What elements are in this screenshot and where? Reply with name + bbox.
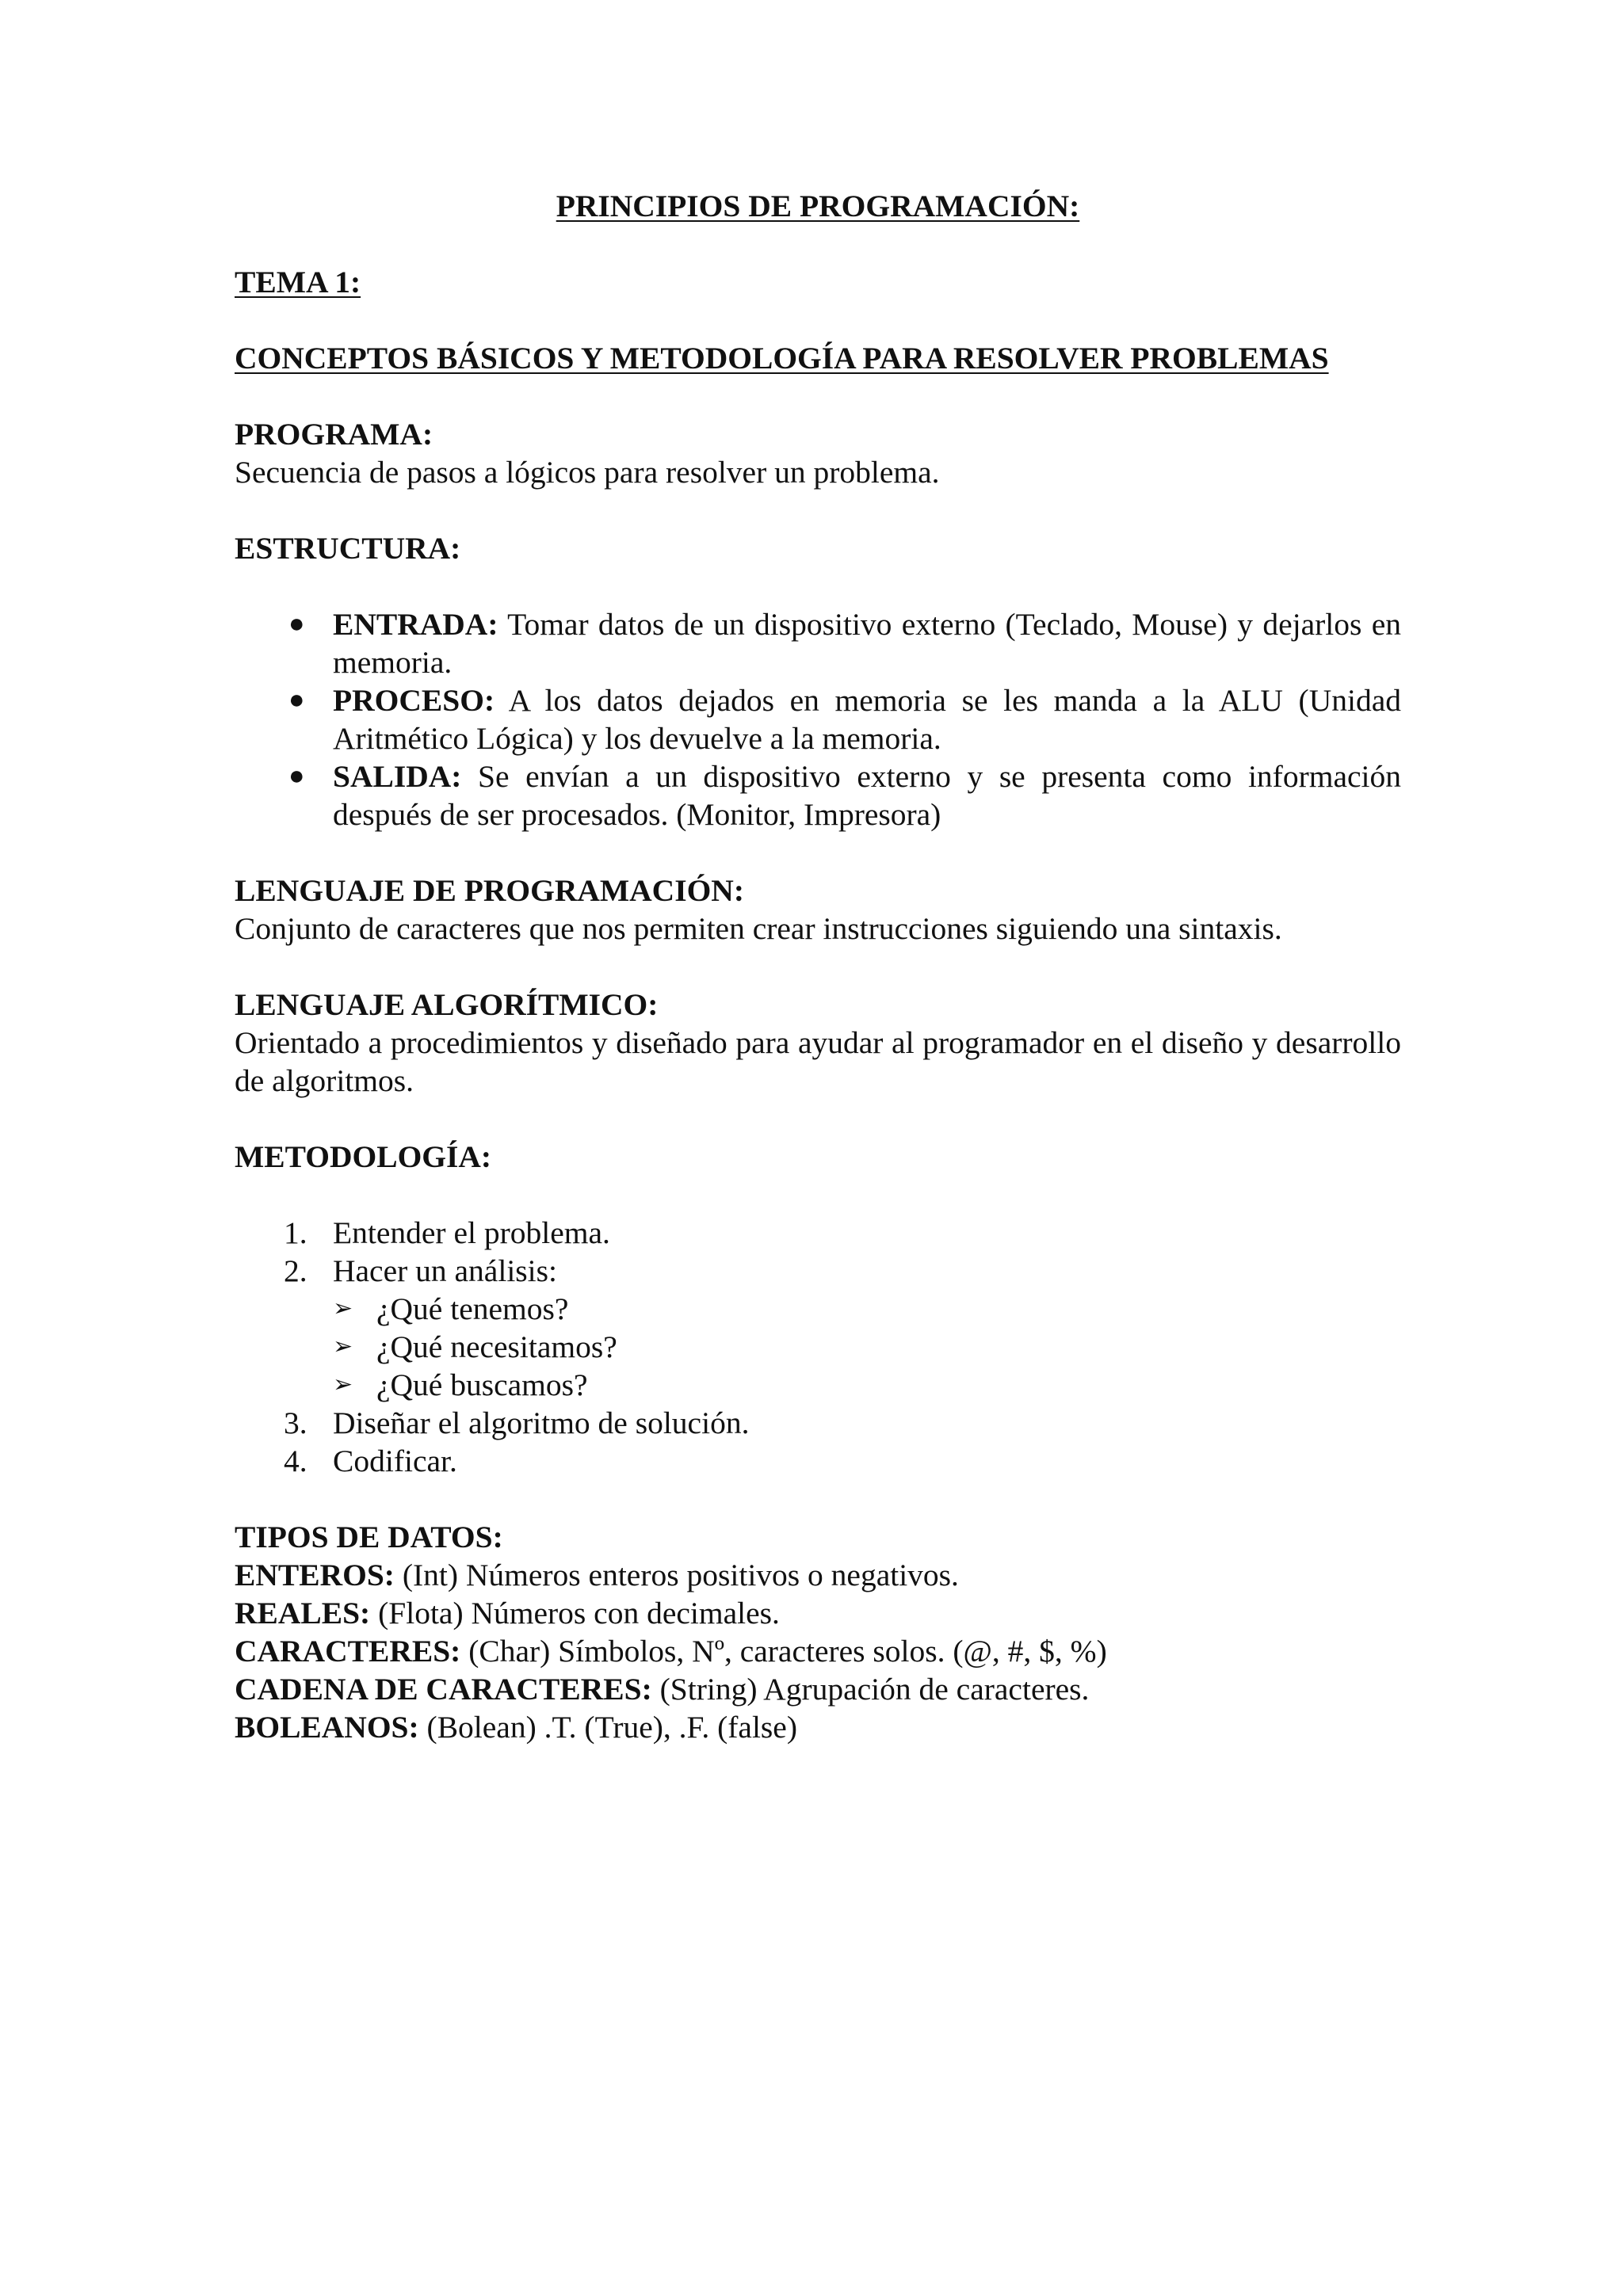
proceso-text: A los datos dejados en memoria se les manda a la ALU (Unidad Aritmético Lógica) y los devuelve a la memoria. xyxy=(333,683,1401,756)
metodologia-steps xyxy=(235,1214,1401,1480)
question-text: ¿Qué necesitamos? xyxy=(376,1329,617,1364)
lenguaje-programacion-definition: Conjunto de caracteres que nos permiten crear instrucciones siguiendo una sintaxis. xyxy=(235,911,1282,946)
salida-text: Se envían a un dispositivo externo y se presenta como información después de ser procesados. (Monitor, Impresora) xyxy=(333,759,1401,832)
bullet-dot-icon: ● xyxy=(288,609,305,639)
step-text: Hacer un análisis: xyxy=(333,1253,557,1288)
data-type-text: (Flota) Números con decimales. xyxy=(370,1596,780,1630)
step-text: Diseñar el algoritmo de solución. xyxy=(333,1405,750,1440)
entrada-label: ENTRADA: xyxy=(333,607,498,642)
step-number: 3. xyxy=(284,1405,307,1440)
list-item-step-2 xyxy=(235,1252,1401,1404)
document-page xyxy=(235,187,1401,1746)
lenguaje-programacion-heading: LENGUAJE DE PROGRAMACIÓN: xyxy=(235,873,744,908)
list-item-entrada xyxy=(235,605,1401,681)
data-type-label: ENTEROS: xyxy=(235,1558,395,1592)
data-type-caracteres xyxy=(235,1632,1401,1670)
estructura-list xyxy=(235,605,1401,833)
list-item-proceso xyxy=(235,681,1401,757)
data-type-text: (Int) Números enteros positivos o negativos. xyxy=(394,1558,959,1592)
bullet-dot-icon: ● xyxy=(288,685,305,715)
list-item-question xyxy=(333,1328,1401,1366)
data-type-text: (Char) Símbolos, Nº, caracteres solos. (@, #, $, %) xyxy=(460,1634,1107,1669)
programa-heading: PROGRAMA: xyxy=(235,417,433,452)
salida-label: SALIDA: xyxy=(333,759,462,794)
list-item-step-4 xyxy=(235,1442,1401,1480)
step-number: 2. xyxy=(284,1253,307,1288)
step-number: 4. xyxy=(284,1444,307,1478)
lenguaje-algoritmico-heading: LENGUAJE ALGORÍTMICO: xyxy=(235,987,659,1022)
list-item-question xyxy=(333,1290,1401,1328)
question-text: ¿Qué buscamos? xyxy=(376,1367,588,1402)
metodologia-heading: METODOLOGÍA: xyxy=(235,1139,492,1174)
arrow-bullet-icon: ➢ xyxy=(333,1371,353,1398)
data-type-enteros xyxy=(235,1556,1401,1594)
topic-heading: TEMA 1: xyxy=(235,265,361,299)
data-type-cadena xyxy=(235,1670,1401,1708)
tipos-datos-heading: TIPOS DE DATOS: xyxy=(235,1520,503,1554)
data-type-reales xyxy=(235,1594,1401,1632)
list-item-salida xyxy=(235,757,1401,833)
list-item-step-1 xyxy=(235,1214,1401,1252)
data-type-text: (String) Agrupación de caracteres. xyxy=(651,1672,1090,1707)
question-text: ¿Qué tenemos? xyxy=(376,1291,569,1326)
proceso-label: PROCESO: xyxy=(333,683,495,718)
list-item-question xyxy=(333,1366,1401,1404)
bullet-dot-icon: ● xyxy=(288,761,305,791)
step-text: Codificar. xyxy=(333,1444,457,1478)
analysis-questions xyxy=(333,1290,1401,1404)
topic-subtitle: CONCEPTOS BÁSICOS Y METODOLOGÍA PARA RESOLVER PROBLEMAS xyxy=(235,341,1329,376)
list-item-step-3 xyxy=(235,1404,1401,1442)
page-title: PRINCIPIOS DE PROGRAMACIÓN: xyxy=(556,189,1080,223)
step-text: Entender el problema. xyxy=(333,1215,610,1250)
entrada-text: Tomar datos de un dispositivo externo (Teclado, Mouse) y dejarlos en memoria. xyxy=(333,607,1401,680)
arrow-bullet-icon: ➢ xyxy=(333,1295,353,1322)
step-number: 1. xyxy=(284,1215,307,1250)
data-type-label: BOLEANOS: xyxy=(235,1710,419,1745)
data-type-label: REALES: xyxy=(235,1596,371,1630)
data-type-label: CARACTERES: xyxy=(235,1634,461,1669)
programa-definition: Secuencia de pasos a lógicos para resolver un problema. xyxy=(235,455,940,490)
lenguaje-algoritmico-definition: Orientado a procedimientos y diseñado para ayudar al programador en el diseño y desarrollo de algoritmos. xyxy=(235,1025,1401,1098)
data-type-label: CADENA DE CARACTERES: xyxy=(235,1672,652,1707)
arrow-bullet-icon: ➢ xyxy=(333,1333,353,1360)
estructura-heading: ESTRUCTURA: xyxy=(235,531,461,566)
data-type-text: (Bolean) .T. (True), .F. (false) xyxy=(418,1710,797,1745)
data-type-boleanos xyxy=(235,1708,1401,1746)
